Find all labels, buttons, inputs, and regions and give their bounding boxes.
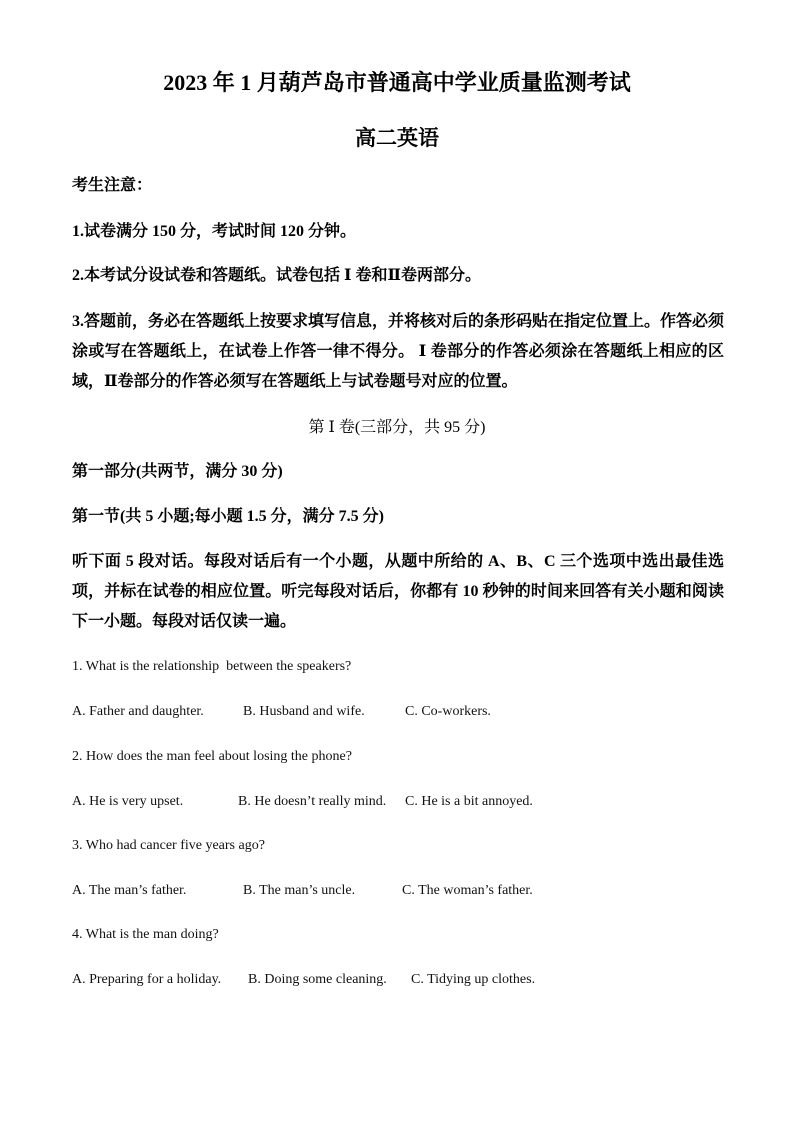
option-a: A. He is very upset. — [72, 794, 184, 809]
question — [72, 831, 722, 911]
question — [72, 742, 722, 822]
option-b: B. He doesn’t really mind. — [238, 794, 387, 809]
option-b: B. Husband and wife. — [243, 704, 365, 719]
listening-instructions — [72, 547, 722, 637]
option-row — [72, 787, 722, 817]
notice-item — [72, 261, 722, 291]
option-c: C. The woman’s father. — [402, 883, 533, 898]
section-heading: 第一节(共 5 小题;每小题 1.5 分，满分 7.5 分) — [72, 508, 384, 525]
option-c: C. He is a bit annoyed. — [405, 794, 533, 809]
notice-item-line: 2.本考试分设试卷和答题纸。试卷包括 Ⅰ 卷和Ⅱ卷两部分。 — [72, 267, 481, 284]
notice-item-line: 3.答题前，务必在答题纸上按要求填写信息，并将核对后的条形码贴在指定位置上。作答必须 — [72, 313, 725, 330]
option-b: B. The man’s uncle. — [243, 883, 356, 898]
question-text: 3. Who had cancer five years ago? — [72, 838, 265, 853]
question-text: 1. What is the relationship between the speakers? — [72, 659, 352, 674]
notice-item-line: 涂或写在答题纸上，在试卷上作答一律不得分。 Ⅰ 卷部分的作答必须涂在答题纸上相应的区 — [72, 343, 724, 360]
option-row — [72, 965, 722, 995]
question — [72, 920, 722, 1000]
question-text: 4. What is the man doing? — [72, 927, 219, 942]
question-text: 2. How does the man feel about losing the phone? — [72, 749, 352, 764]
notice-heading: 考生注意： — [72, 177, 153, 194]
volume-heading: 第 Ⅰ 卷(三部分，共 95 分) — [308, 419, 486, 436]
notice-item-line: 1.试卷满分 150 分，考试时间 120 分钟。 — [72, 223, 357, 240]
option-a: A. Father and daughter. — [72, 704, 204, 719]
option-c: C. Tidying up clothes. — [411, 972, 536, 987]
notice-item — [72, 307, 725, 397]
option-a: A. Preparing for a holiday. — [72, 972, 222, 987]
option-b: B. Doing some cleaning. — [248, 972, 387, 987]
option-c: C. Co-workers. — [405, 704, 491, 719]
option-a: A. The man’s father. — [72, 883, 187, 898]
option-row — [72, 697, 722, 727]
question — [72, 652, 722, 732]
notice-item-line: 域，Ⅱ卷部分的作答必须写在答题纸上与试卷题号对应的位置。 — [72, 373, 518, 390]
instruction-line: 下一小题。每段对话仅读一遍。 — [72, 613, 297, 630]
exam-title: 2023 年 1 月葫芦岛市普通高中学业质量监测考试 — [163, 70, 631, 95]
subject-title: 高二英语 — [355, 126, 439, 150]
instruction-line: 项，并标在试卷的相应位置。听完每段对话后，你都有 10 秒钟的时间来回答有关小题和阅读 — [72, 583, 724, 600]
instruction-line: 听下面 5 段对话。每段对话后有一个小题，从题中所给的 A、B、C 三个选项中选出最佳选 — [72, 553, 724, 570]
option-row — [72, 876, 722, 906]
notice-item — [72, 217, 722, 247]
part-heading: 第一部分(共两节，满分 30 分) — [72, 463, 283, 480]
